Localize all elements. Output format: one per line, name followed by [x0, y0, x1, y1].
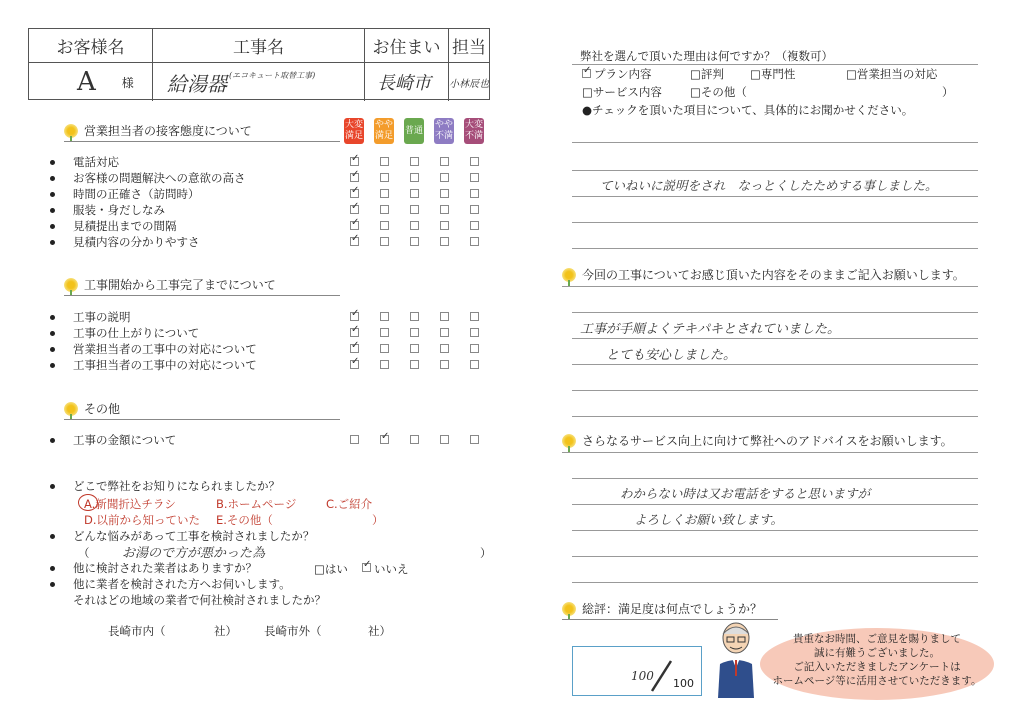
thanks-line2: 誠に有難うございました。	[814, 647, 940, 659]
rating-row	[50, 234, 490, 250]
answer-line	[572, 530, 978, 531]
customer-cell	[29, 63, 153, 101]
score-title	[562, 600, 762, 617]
answer-line	[572, 416, 978, 417]
rating-checkbox[interactable]	[410, 173, 419, 182]
slash-icon	[649, 659, 673, 693]
rating-checkbox[interactable]	[350, 157, 359, 166]
rating-row-label: 営業担当者の工事中の対応について	[73, 342, 257, 356]
thanks-message	[762, 632, 992, 688]
work-cell	[153, 63, 365, 101]
answer-line	[572, 312, 978, 313]
section2-title	[64, 276, 276, 293]
rating-checkbox[interactable]	[380, 237, 389, 246]
rating-row-label: 見積内容の分かりやすさ	[73, 235, 200, 249]
rating-row-label: お客様の問題解決への意欲の高さ	[73, 171, 246, 185]
reason-detail-prompt: ●チェックを頂いた項目について、具体的にお聞かせください。	[582, 103, 914, 117]
answer-line	[572, 338, 978, 339]
option-c[interactable]: C.ご紹介	[326, 497, 373, 511]
reason-expert[interactable]: □専門性	[750, 67, 796, 81]
rating-row-label: 見積提出までの間隔	[73, 219, 177, 233]
rating-badge-1: 大変 満足	[344, 118, 364, 144]
rating-row	[50, 432, 490, 448]
plan-checkbox[interactable]	[582, 69, 591, 78]
rating-checkbox[interactable]	[350, 344, 359, 353]
reason-other[interactable]: □その他（	[690, 85, 747, 99]
staff-cell	[449, 63, 489, 101]
divider	[64, 295, 340, 296]
rating-checkbox[interactable]	[410, 328, 419, 337]
reason-review[interactable]: □評判	[690, 67, 724, 81]
answer-line	[572, 556, 978, 557]
source-question	[50, 478, 280, 494]
rating-checkbox[interactable]	[470, 360, 479, 369]
score-box[interactable]	[572, 646, 702, 696]
rating-checkbox[interactable]	[350, 221, 359, 230]
rating-checkbox[interactable]	[380, 205, 389, 214]
bullet	[50, 363, 55, 368]
rating-row	[50, 341, 490, 357]
answer-line	[572, 248, 978, 249]
reason-question: 弊社を選んで頂いた理由は何ですか？（複数可）	[580, 49, 833, 63]
rating-checkbox[interactable]	[410, 221, 419, 230]
reason-answer[interactable]: ていねいに説明をされ なっとくしたためする事しました。	[600, 178, 938, 193]
answer-line	[572, 142, 978, 143]
answer-line	[572, 222, 978, 223]
work-note: (エコキュート取替工事)	[229, 70, 316, 80]
reason-service[interactable]: □サービス内容	[582, 85, 662, 99]
section2-list	[50, 309, 490, 373]
rating-checkbox[interactable]	[380, 312, 389, 321]
worry-question-text: どんな悩みがあって工事を検討されましたか？	[73, 529, 315, 543]
rating-checkbox[interactable]	[350, 189, 359, 198]
advice-answer-2[interactable]: よろしくお願い致します。	[634, 512, 784, 527]
flower-icon	[562, 434, 576, 448]
customer-suffix: 様	[121, 75, 134, 90]
rating-checkbox[interactable]	[440, 360, 449, 369]
rating-checkbox[interactable]	[440, 344, 449, 353]
rating-row-label: 服装・身だしなみ	[73, 203, 165, 217]
section1-list	[50, 154, 490, 250]
bullet	[50, 347, 55, 352]
rating-checkbox[interactable]	[380, 221, 389, 230]
option-d[interactable]: D.以前から知っていた	[84, 513, 201, 527]
answer-line	[572, 582, 978, 583]
score-title-text: 総評：満足度は何点でしょうか？	[582, 602, 763, 616]
option-e[interactable]: E.その他（	[216, 513, 273, 527]
advice-answer-1[interactable]: わからない時は又お電話をすると思いますが	[620, 486, 871, 501]
advice-title	[562, 432, 953, 449]
vendor-no: いいえ	[374, 562, 409, 576]
rating-checkbox[interactable]	[380, 157, 389, 166]
rating-checkbox[interactable]	[410, 360, 419, 369]
thanks-line4: ホームページ等に活用させていただきます。	[772, 675, 982, 687]
work-col-header: 工事名	[153, 29, 365, 63]
rating-checkbox[interactable]	[350, 173, 359, 182]
rating-checkbox[interactable]	[440, 328, 449, 337]
rating-checkbox[interactable]	[410, 312, 419, 321]
answer-line	[572, 364, 978, 365]
answer-line	[572, 504, 978, 505]
rating-checkbox[interactable]	[380, 344, 389, 353]
worry-close: ）	[480, 546, 492, 560]
answer-line	[572, 478, 978, 479]
rating-row	[50, 325, 490, 341]
rating-checkbox[interactable]	[440, 173, 449, 182]
answer-line	[572, 170, 978, 171]
flower-icon	[64, 278, 78, 292]
rating-checkbox[interactable]	[440, 205, 449, 214]
rating-checkbox[interactable]	[470, 221, 479, 230]
reason-sales[interactable]: □営業担当の対応	[846, 67, 938, 81]
section1-title	[64, 122, 252, 139]
divider	[562, 452, 978, 453]
option-e-close: ）	[372, 513, 384, 527]
bullet	[50, 534, 55, 539]
customer-col-header: お客様名	[29, 29, 153, 63]
rating-checkbox[interactable]	[470, 205, 479, 214]
rating-row	[50, 309, 490, 325]
bullet	[50, 160, 55, 165]
rating-row-label: 時間の正確さ（訪問時）	[73, 187, 200, 201]
rating-checkbox[interactable]	[410, 205, 419, 214]
address-cell	[365, 63, 449, 101]
vendor-no-checkbox[interactable]	[362, 563, 371, 572]
rating-checkbox[interactable]	[380, 173, 389, 182]
rating-checkbox[interactable]	[470, 344, 479, 353]
impression-title-text: 今回の工事についてお感じ頂いた内容をそのままご記入お願いします。	[582, 268, 965, 282]
option-b[interactable]: B.ホームページ	[216, 497, 297, 511]
rating-row	[50, 357, 490, 373]
rating-checkbox[interactable]	[440, 189, 449, 198]
bullet	[50, 438, 55, 443]
vendor-yes[interactable]: □はい	[314, 562, 348, 576]
rating-checkbox[interactable]	[350, 435, 359, 444]
rating-checkbox[interactable]	[470, 237, 479, 246]
rating-checkbox[interactable]	[470, 173, 479, 182]
advice-title-text: さらなるサービス向上に向けて弊社へのアドバイスをお願いします。	[582, 434, 953, 448]
bullet	[50, 224, 55, 229]
rating-row	[50, 154, 490, 170]
rating-checkbox[interactable]	[380, 360, 389, 369]
rating-checkbox[interactable]	[350, 328, 359, 337]
score-max: 100	[673, 677, 694, 690]
divider	[572, 64, 978, 65]
section3-title	[64, 400, 120, 417]
address-col-header: お住まい	[365, 29, 449, 63]
rating-checkbox[interactable]	[380, 189, 389, 198]
flower-icon	[562, 602, 576, 616]
answer-line	[572, 390, 978, 391]
rating-badges	[344, 118, 484, 144]
impression-answer-1[interactable]: 工事が手順よくテキパキとされていました。	[580, 322, 841, 337]
section3-title-text: その他	[84, 402, 121, 416]
rating-checkbox[interactable]	[350, 205, 359, 214]
bullet	[50, 315, 55, 320]
other-vendor-question-text: 他に検討された業者はありますか？	[73, 561, 257, 575]
flower-icon	[64, 402, 78, 416]
worry-open: （	[78, 546, 90, 560]
divider	[562, 286, 978, 287]
reason-plan: プラン内容	[594, 67, 652, 81]
impression-answer-2[interactable]: とても安心しました。	[606, 348, 737, 363]
thanks-line3: ご記入いただきましたアンケートは	[793, 661, 961, 673]
section1-title-text: 営業担当者の接客態度について	[84, 124, 252, 138]
rating-row-label: 工事の仕上がりについて	[73, 326, 200, 340]
other-vendor-question	[50, 560, 257, 576]
rating-checkbox[interactable]	[410, 344, 419, 353]
rating-checkbox[interactable]	[350, 312, 359, 321]
bullet	[50, 208, 55, 213]
staff-name: 小林辰也	[449, 78, 489, 90]
rating-row-label: 工事の金額について	[73, 433, 177, 447]
source-question-text: どこで弊社をお知りになられましたか？	[73, 479, 280, 493]
rating-checkbox[interactable]	[440, 237, 449, 246]
rating-checkbox[interactable]	[440, 157, 449, 166]
divider	[64, 141, 340, 142]
worry-answer[interactable]: お湯ので方が悪かった為	[122, 546, 266, 561]
rating-badge-2: やや 満足	[374, 118, 394, 144]
flower-icon	[562, 268, 576, 282]
rating-checkbox[interactable]	[410, 157, 419, 166]
bullet	[50, 582, 55, 587]
rating-row-label: 工事の説明	[73, 310, 131, 324]
header-table	[28, 28, 490, 100]
option-a[interactable]: A.新聞折込チラシ	[84, 497, 176, 511]
bullet	[50, 192, 55, 197]
rating-checkbox[interactable]	[440, 435, 449, 444]
reason-other-close: ）	[942, 85, 954, 99]
rating-row	[50, 186, 490, 202]
rating-checkbox[interactable]	[470, 189, 479, 198]
rating-badge-4: やや 不満	[434, 118, 454, 144]
thanks-line1: 貴重なお時間、ご意見を賜りまして	[793, 633, 961, 645]
rating-badge-3: 普通	[404, 118, 424, 144]
rating-checkbox[interactable]	[350, 360, 359, 369]
score-value: 100	[631, 669, 654, 683]
bullet	[50, 240, 55, 245]
work-name: 給湯器	[167, 71, 227, 96]
bullet	[50, 566, 55, 571]
rating-checkbox[interactable]	[470, 435, 479, 444]
rating-checkbox[interactable]	[410, 435, 419, 444]
rating-checkbox[interactable]	[440, 221, 449, 230]
flower-icon	[64, 124, 78, 138]
vendor-detail-question	[50, 576, 291, 592]
customer-name: A	[77, 67, 96, 97]
rating-checkbox[interactable]	[410, 189, 419, 198]
rating-row	[50, 218, 490, 234]
rating-checkbox[interactable]	[350, 237, 359, 246]
bullet	[50, 484, 55, 489]
rating-row-label: 工事担当者の工事中の対応について	[73, 358, 257, 372]
rating-checkbox[interactable]	[410, 237, 419, 246]
impression-title	[562, 266, 965, 283]
rating-row	[50, 170, 490, 186]
bullet	[50, 176, 55, 181]
answer-line	[572, 196, 978, 197]
rating-checkbox[interactable]	[470, 312, 479, 321]
section3-list	[50, 432, 490, 448]
rating-checkbox[interactable]	[380, 435, 389, 444]
rating-row	[50, 202, 490, 218]
rating-checkbox[interactable]	[470, 328, 479, 337]
vendor-detail-line2: それはどの地域の業者で何社検討されましたか？	[73, 593, 326, 607]
section2-title-text: 工事開始から工事完了までについて	[84, 278, 276, 292]
rating-row-label: 電話対応	[73, 155, 119, 169]
vendor-detail-line1: 他に業者を検討された方へお伺いします。	[73, 577, 291, 591]
nagasaki-in-unit: 社）	[214, 624, 237, 638]
rating-badge-5: 大変 不満	[464, 118, 484, 144]
address-value: 長崎市	[377, 73, 431, 94]
nagasaki-in-label: 長崎市内（	[108, 624, 166, 638]
bullet	[50, 331, 55, 336]
divider	[64, 419, 340, 420]
rating-checkbox[interactable]	[440, 312, 449, 321]
nagasaki-out-label: 長崎市外（	[264, 624, 322, 638]
staff-col-header: 担当	[449, 29, 489, 63]
rating-checkbox[interactable]	[470, 157, 479, 166]
rating-checkbox[interactable]	[380, 328, 389, 337]
mascot-icon	[712, 620, 760, 698]
nagasaki-out-unit: 社）	[368, 624, 391, 638]
